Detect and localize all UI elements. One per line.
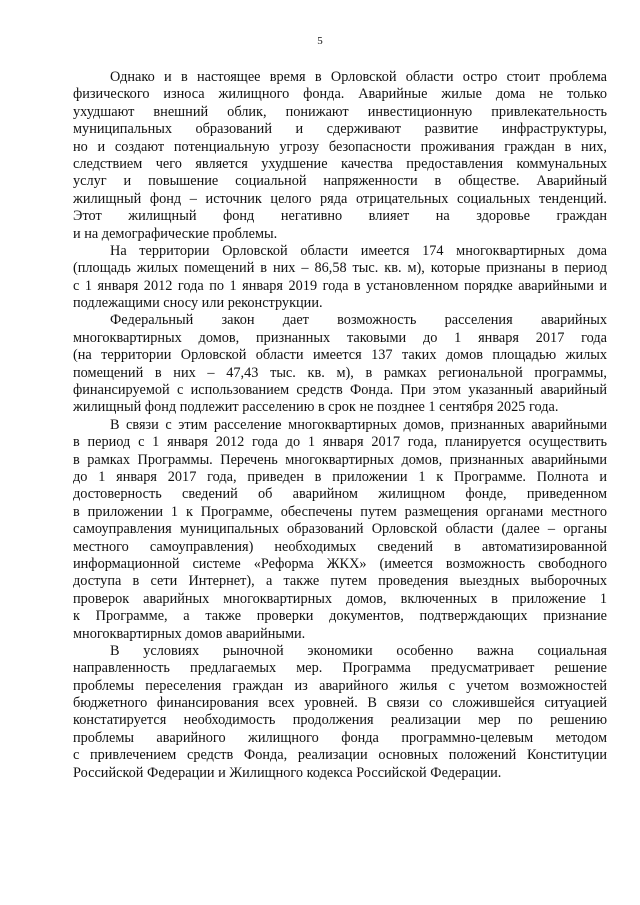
text-line: до 1 января 2017 года, приведен в приложении 1 к Программе. Полнота и [73,468,607,485]
text-line: и на демографические проблемы. [73,225,278,242]
text-line: муниципальных образований и сдерживают развитие инфраструктуры, [73,121,607,138]
paragraph-5 [73,643,607,782]
text-line: В условиях рыночной экономики особенно важна социальная [110,642,607,659]
text-line: местного самоуправления) необходимых сведений в автоматизированной [73,538,607,555]
paragraph-2 [73,243,607,313]
text-line: ухудшают внешний облик, понижают инвестиционную привлекательность [73,103,607,120]
text-line: (на территории Орловской области имеется 137 таких домов площадью жилых [73,347,607,364]
paragraph-3 [73,312,607,416]
text-line: с 1 января 2012 года по 1 января 2019 года в установленном порядке аварийными и [73,277,607,294]
text-line: но и создают потенциальную угрозу безопасности проживания граждан в них, [73,138,607,155]
text-line: услуг и повышение социальной напряженности в обществе. Аварийный [73,173,607,190]
text-line: направленность предлагаемых мер. Программа предусматривает решение [73,660,607,677]
text-line: констатируется необходимость продолжения реализации мер по решению [73,712,607,729]
text-line: проверок аварийных многоквартирных домов, включенных в приложение 1 [73,590,607,607]
text-line: самоуправления муниципальных образований Орловской области (далее – органы [73,521,607,538]
text-line: подлежащими сносу или реконструкции. [73,295,323,312]
text-line: Российской Федерации и Жилищного кодекса Российской Федерации. [73,764,502,781]
text-line: информационной системе «Реформа ЖКХ» (имеется возможность свободного [73,555,607,572]
text-line: с привлечением средств Фонда, реализации основных положений Конституции [73,747,607,764]
text-line: в рамках Программы. Перечень многоквартирных домов, признанных аварийными [73,451,607,468]
text-line: в приложении 1 к Программе, обеспечены путем размещения органами местного [73,503,607,520]
text-line: В связи с этим расселение многоквартирных домов, признанных аварийными [110,416,607,433]
text-line: доступа в сети Интернет), а также путем проведения выездных выборочных [73,573,607,590]
text-line: финансируемой с использованием средств Фонда. При этом указанный аварийный [73,382,607,399]
text-line: многоквартирных домов, признанных таковыми до 1 января 2017 года [73,329,607,346]
text-line: достоверность сведений об аварийном жилищном фонде, приведенном [73,486,607,503]
text-line: жилищный фонд подлежит расселению в срок не позднее 1 сентября 2025 года. [73,399,559,416]
page-number: 5 [317,35,323,47]
paragraph-1 [73,69,607,243]
text-line: Федеральный закон дает возможность расселения аварийных [110,312,607,329]
text-line: (площадь жилых помещений в них – 86,58 тыс. кв. м), которые признаны в период [73,260,607,277]
text-line: физического износа жилищного фонда. Аварийные жилые дома не только [73,86,607,103]
text-line: следствием чего является ухудшение качества предоставления коммунальных [73,155,607,172]
text-line: жилищный фонд – источник целого ряда отрицательных социальных тенденций. [73,190,607,207]
text-line: проблемы переселения граждан из аварийного жилья с учетом возможностей [73,677,607,694]
text-line: Этот жилищный фонд негативно влияет на здоровье граждан [73,208,607,225]
text-line: На территории Орловской области имеется 174 многоквартирных дома [110,242,607,259]
text-line: проблемы аварийного жилищного фонда программно-целевым методом [73,729,607,746]
text-line: многоквартирных домов аварийными. [73,625,306,642]
text-line: Однако и в настоящее время в Орловской области остро стоит проблема [110,69,607,85]
text-line: к Программе, а также проверки документов, подтверждающих признание [73,608,607,625]
text-line: в период с 1 января 2012 года до 1 января 2017 года, планируется осуществить [73,434,607,451]
text-line: бюджетного финансирования всех уровней. В связи со сложившейся ситуацией [73,695,607,712]
paragraph-4 [73,417,607,643]
text-line: помещений в них – 47,43 тыс. кв. м), в рамках региональной программы, [73,364,607,381]
body-text [73,69,607,782]
